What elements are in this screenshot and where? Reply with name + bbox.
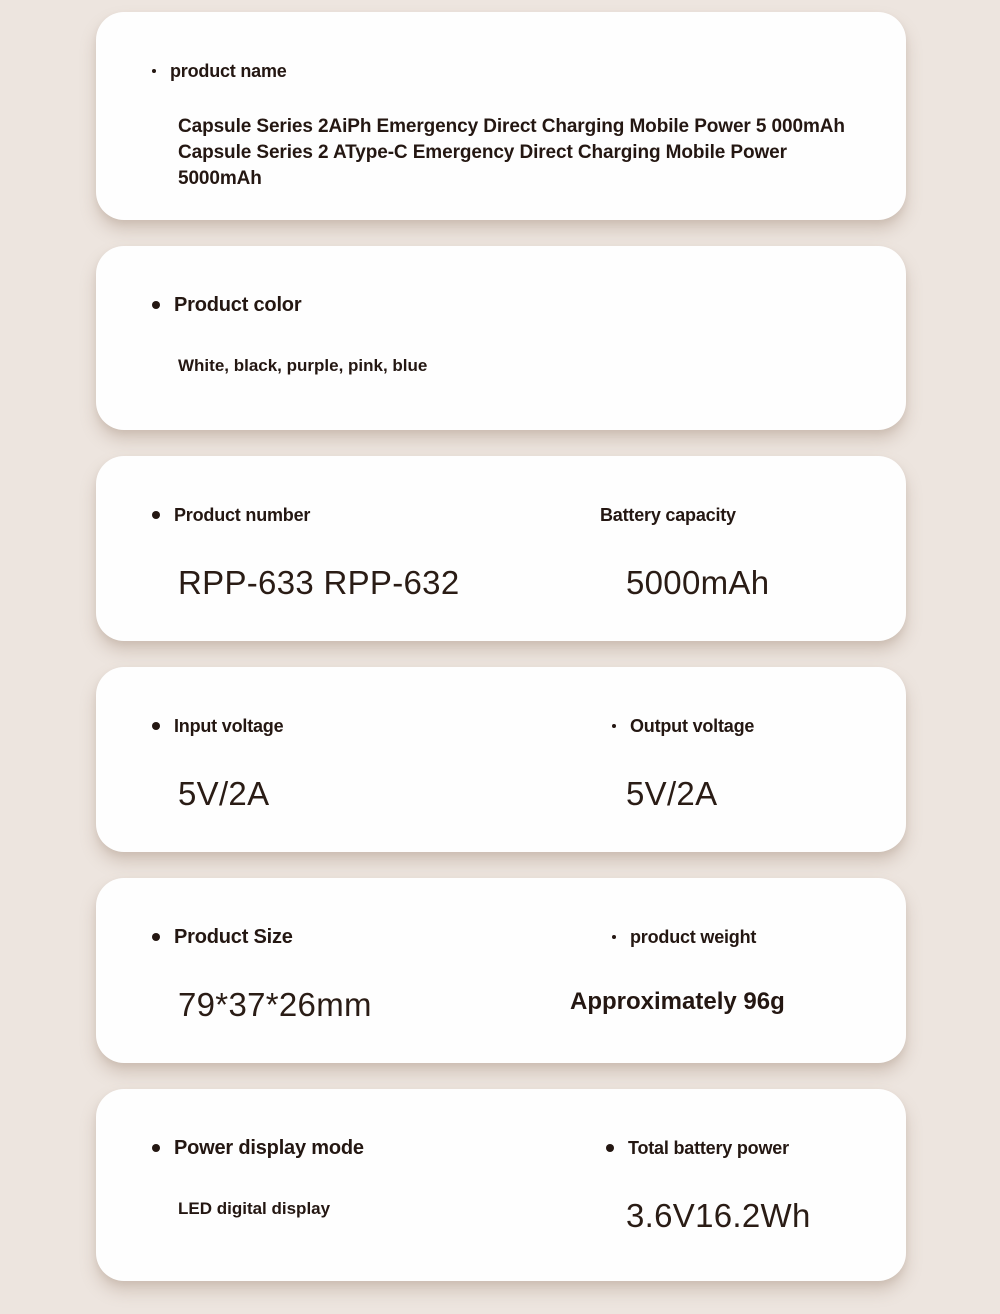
bullet-icon <box>612 724 616 728</box>
total-battery-power-column <box>600 1135 866 1281</box>
battery-capacity-label: Battery capacity <box>600 505 736 525</box>
product-size-label: Product Size <box>174 926 293 948</box>
output-voltage-label-row <box>612 713 866 739</box>
product-size-value: 79*37*26mm <box>178 986 372 1023</box>
input-voltage-label: Input voltage <box>174 716 284 736</box>
voltage-card <box>96 667 906 852</box>
product-weight-value: Approximately 96g <box>570 988 785 1015</box>
power-display-mode-value: LED digital display <box>178 1199 331 1218</box>
total-battery-power-label: Total battery power <box>628 1138 789 1158</box>
output-voltage-value: 5V/2A <box>626 775 718 812</box>
battery-capacity-value: 5000mAh <box>626 564 770 601</box>
product-number-value: RPP-633 RPP-632 <box>178 564 460 601</box>
product-color-label: Product color <box>174 294 302 316</box>
product-name-value: Capsule Series 2AiPh Emergency Direct Charging Mobile Power 5 000mAh Capsule Series 2 AType-C Emergency Direct Charging Mobile Power 5000mAh <box>178 116 845 189</box>
product-number-label: Product number <box>174 505 311 525</box>
power-display-mode-column <box>152 1135 600 1281</box>
bullet-icon <box>152 301 160 309</box>
bullet-icon <box>152 722 160 730</box>
bullet-icon <box>612 935 616 939</box>
input-voltage-value: 5V/2A <box>178 775 270 812</box>
product-name-card <box>96 12 906 220</box>
total-battery-power-label-row <box>606 1135 866 1161</box>
bullet-icon <box>606 1144 614 1152</box>
input-voltage-column <box>152 713 600 852</box>
input-voltage-label-row <box>152 713 600 739</box>
battery-capacity-label-row <box>600 502 866 528</box>
battery-capacity-column <box>600 502 866 641</box>
product-name-label: product name <box>170 61 287 81</box>
bullet-icon <box>152 511 160 519</box>
product-weight-label-row <box>612 924 866 950</box>
bullet-icon <box>152 1144 160 1152</box>
power-display-mode-label-row <box>152 1135 600 1161</box>
product-color-card <box>96 246 906 430</box>
number-capacity-card <box>96 456 906 641</box>
bullet-icon <box>152 933 160 941</box>
power-display-mode-label: Power display mode <box>174 1137 364 1159</box>
size-weight-card <box>96 878 906 1063</box>
output-voltage-column <box>600 713 866 852</box>
bullet-icon <box>152 69 156 73</box>
total-battery-power-value: 3.6V16.2Wh <box>626 1197 811 1234</box>
output-voltage-label: Output voltage <box>630 716 755 736</box>
product-color-label-row <box>152 292 866 318</box>
display-power-card <box>96 1089 906 1281</box>
product-number-column <box>152 502 600 641</box>
product-name-label-row <box>152 58 866 84</box>
product-weight-label: product weight <box>630 927 757 947</box>
product-size-column <box>152 924 600 1063</box>
product-color-value: White, black, purple, pink, blue <box>178 356 428 375</box>
product-size-label-row <box>152 924 600 950</box>
product-number-label-row <box>152 502 600 528</box>
product-weight-column <box>570 924 866 1063</box>
